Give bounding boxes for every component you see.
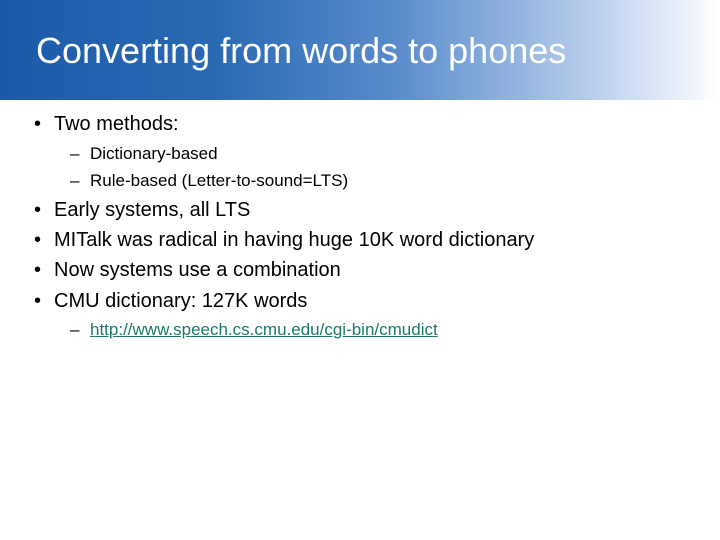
bullet-marker: • — [34, 199, 42, 221]
bullet-marker: • — [34, 229, 42, 251]
bullet-now-systems: Now systems use a combination — [54, 259, 341, 281]
bullet-two-methods: Two methods: — [54, 113, 179, 135]
sub-bullet-marker: – — [70, 320, 80, 339]
slide-title: Converting from words to phones — [36, 30, 567, 71]
bullet-mitalk: MITalk was radical in having huge 10K word dictionary — [54, 229, 535, 251]
bullet-marker: • — [34, 259, 42, 281]
bullet-early-systems: Early systems, all LTS — [54, 199, 251, 221]
bullet-cmu-dictionary: CMU dictionary: 127K words — [54, 290, 308, 312]
sub-bullet-marker: – — [70, 144, 80, 163]
sub-bullet-dictionary-based: Dictionary-based — [90, 144, 218, 163]
bullet-marker: • — [34, 290, 42, 312]
sub-bullet-marker: – — [70, 171, 80, 190]
bullet-marker: • — [34, 113, 42, 135]
sub-bullet-rule-based: Rule-based (Letter-to-sound=LTS) — [90, 171, 349, 190]
cmudict-link[interactable]: http://www.speech.cs.cmu.edu/cgi-bin/cmudict — [90, 320, 438, 339]
